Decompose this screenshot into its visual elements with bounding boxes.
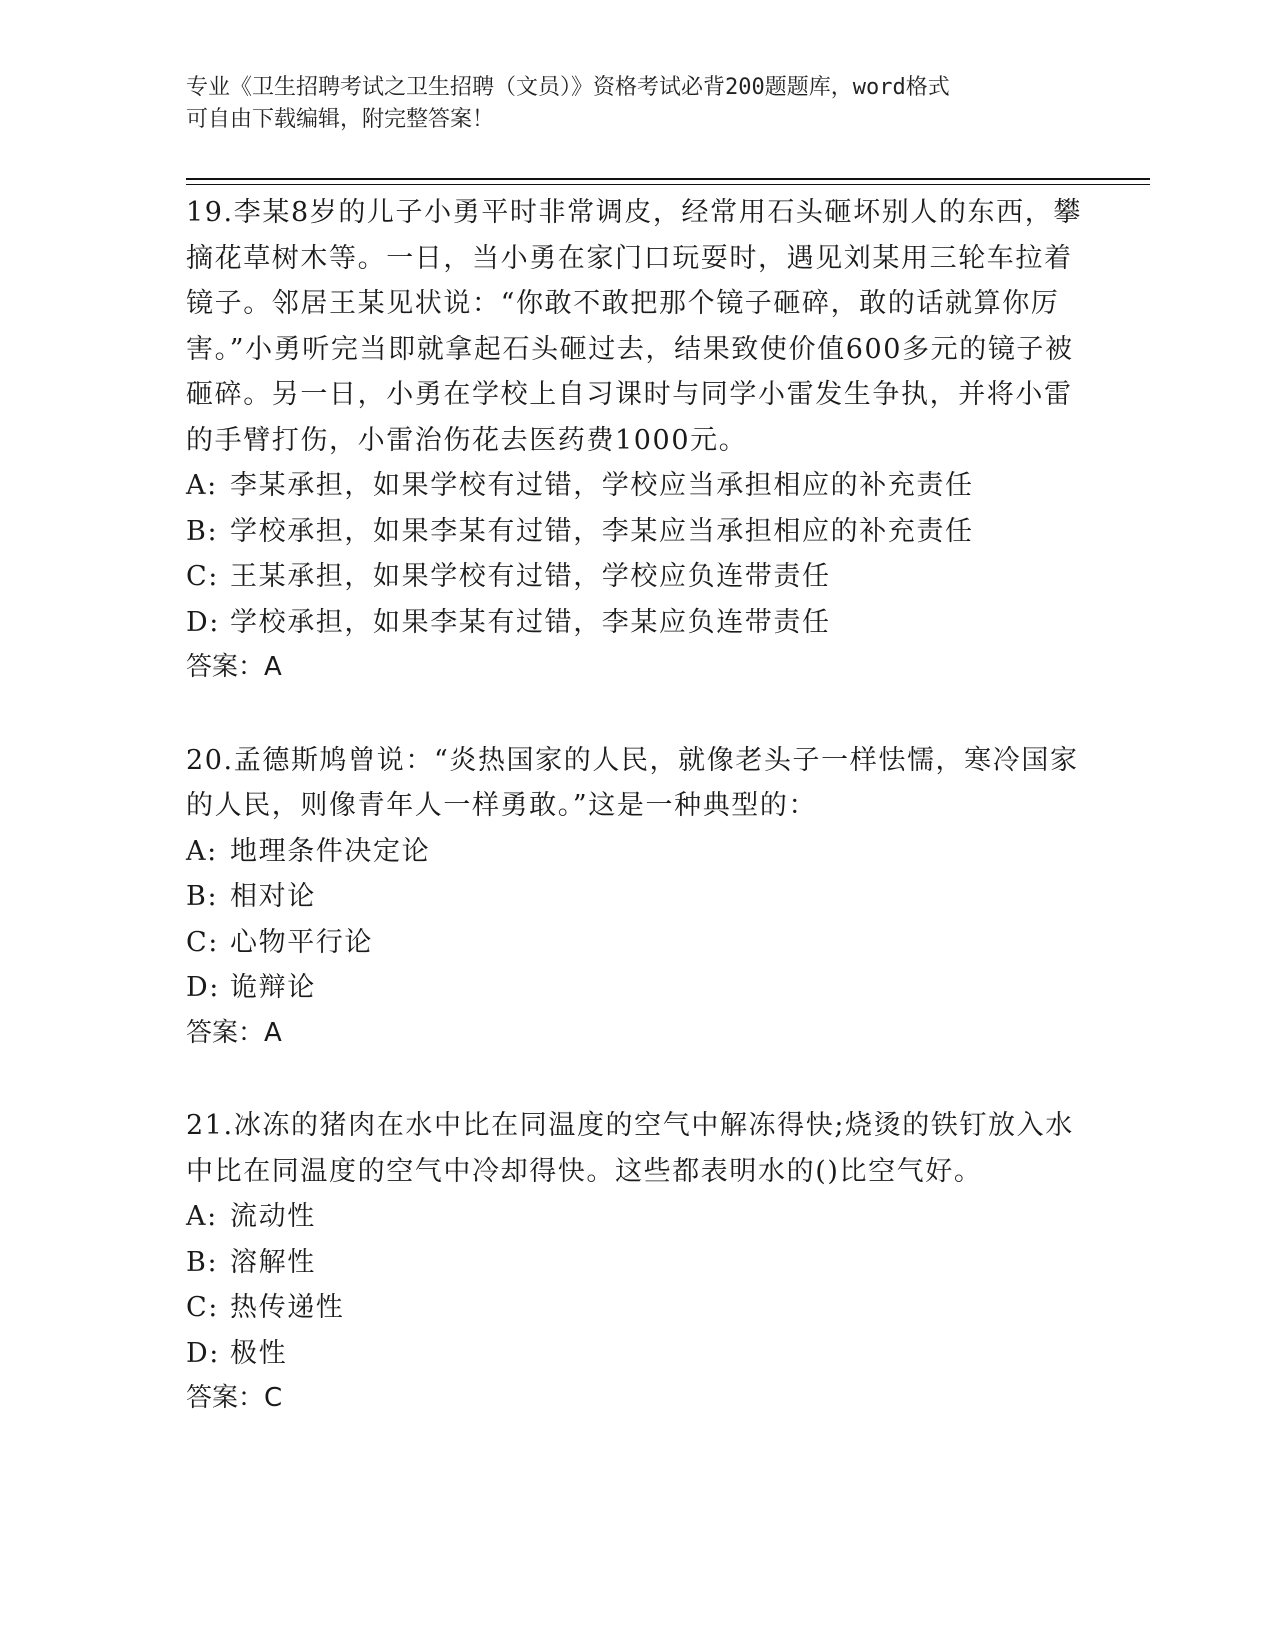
option-letter: C: [186,561,219,592]
question-spacer [186,1056,1086,1103]
question-21 [186,1103,1086,1422]
option-text: 流动性 [230,1201,316,1232]
option-c [186,554,1086,600]
option-text: 王某承担，如果学校有过错，学校应负连带责任 [230,561,831,592]
option-a [186,1194,1086,1240]
option-text: 诡辩论 [230,972,316,1003]
option-letter: A: [186,835,218,867]
option-letter: B: [186,515,219,547]
option-text: 极性 [230,1337,288,1369]
option-text: 溶解性 [230,1246,316,1278]
option-text: 李某承担，如果学校有过错，学校应当承担相应的补充责任 [230,470,974,501]
option-d [186,600,1086,646]
option-text: 相对论 [230,881,316,912]
option-letter: D: [186,1337,220,1369]
header-line-1: 专业《卫生招聘考试之卫生招聘（文员）》资格考试必背200题题库，word格式 [186,75,950,100]
document-header [186,72,1066,136]
option-letter: C: [186,926,219,958]
option-text: 地理条件决定论 [230,835,431,867]
answer-line: 答案：A [186,652,282,682]
question-stem: 21.冰冻的猪肉在水中比在同温度的空气中解冻得快;烧烫的铁钉放入水中比在同温度的空气中冷却得快。这些都表明水的()比空气好。 [186,1110,1074,1187]
option-d [186,1331,1086,1377]
option-text: 心物平行论 [230,926,373,958]
option-letter: D: [186,972,220,1003]
question-19 [186,190,1086,691]
option-a [186,829,1086,875]
question-spacer [186,691,1086,738]
question-list [186,190,1086,1422]
option-letter: A: [186,470,218,501]
answer-line: 答案：C [186,1383,283,1413]
option-letter: A: [186,1201,218,1232]
option-text: 热传递性 [230,1292,345,1323]
question-stem: 19.李某8岁的儿子小勇平时非常调皮，经常用石头砸坏别人的东西，攀摘花草树木等。一日，当小勇在家门口玩耍时，遇见刘某用三轮车拉着镜子。邻居王某见状说：“你敢不敢把那个镜子砸碎，敢的话就算你厉害。”小勇听完当即就拿起石头砸过去，结果致使价值600多元的镜子被砸碎。另一日，小勇在学校上自习课时与同学小雷发生争执，并将小雷的手臂打伤，小雷治伤花去医药费1000元。 [186,197,1082,456]
option-letter: C: [186,1292,219,1323]
header-divider-thin [186,184,1150,185]
option-b [186,509,1086,555]
option-b [186,1240,1086,1286]
option-c [186,920,1086,966]
option-text: 学校承担，如果李某有过错，李某应负连带责任 [230,606,831,638]
option-letter: D: [186,606,220,638]
answer-line: 答案：A [186,1017,282,1048]
option-letter: B: [186,881,219,912]
option-letter: B: [186,1246,219,1278]
question-20 [186,738,1086,1057]
header-line-2: 可自由下载编辑，附完整答案！ [186,107,495,132]
option-text: 学校承担，如果李某有过错，李某应当承担相应的补充责任 [230,515,974,547]
option-b [186,874,1086,920]
option-a [186,463,1086,509]
question-stem: 20.孟德斯鸠曾说：“炎热国家的人民，就像老头子一样怯懦，寒冷国家的人民，则像青年人一样勇敢。”这是一种典型的： [186,744,1079,821]
option-c [186,1285,1086,1331]
option-d [186,965,1086,1011]
header-divider-thick [186,178,1150,180]
